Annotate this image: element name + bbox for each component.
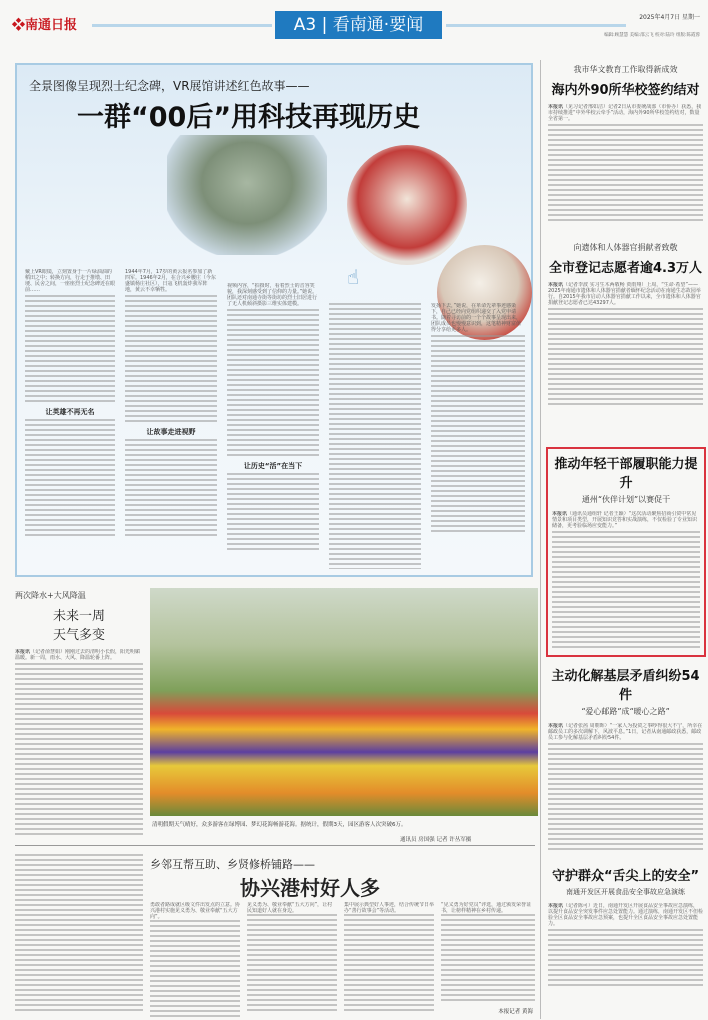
subhead-2: 让故事走进视野 (146, 428, 196, 436)
photo-caption: 清明假期天气晴好，众多游客在绿博园、梦幻花海畅游花海。据统计，假期3天，园区游客人次突破6万。 (152, 822, 407, 828)
section-banner: A3 | 看南通·要闻 (275, 11, 442, 39)
header-rule-right (446, 24, 626, 27)
logo-mark-icon: ❖ (12, 18, 26, 33)
feature-col-2: 1944年7月，17岁的黄云报名参加了新四军。1946年2月，在合兴乡腰庄（今东盛镇杨庄社区），日寇飞机轰炸我军阵地，黄云不幸牺牲。 让故事走进视野 (125, 269, 217, 569)
feature-title: 一群“00后”用科技再现历史 (77, 102, 421, 133)
article-overseas-schools: 我市华文教育工作取得新成效 海内外90所华校签约结对 本报讯（见习记者邢如洁）记者2日从市委统战部（市侨办）获悉，我市持续推进“中外华校云牵手”活动，海内外90所华校签约结对，数量全省第一。 (548, 64, 703, 234)
feature-col-5: 发扬下去，”她说，在革命先辈事迹感染下，自己已经向党组织递交了入党申请书。随着寻访前的一个个故事呈现出来，团队成员也慢慢意识到，这笔精神财富值得分享给更多人。 (431, 303, 525, 569)
right-column-divider (540, 60, 541, 1019)
editor-credits: 编辑:顾慧慧 美编:邵云飞 校对:陆玲 组版:陈霞蓉 (604, 33, 700, 38)
feature-photo-students (347, 145, 467, 265)
feature-kicker: 全景图像呈现烈士纪念碑，VR展馆讲述红色故事—— (29, 79, 310, 93)
bottom-col-2: 见义勇为、敬业奉献“五大方向”，让村民知道好人就在身边。 (247, 902, 337, 1014)
feature-col-4 (329, 303, 421, 569)
bottom-title: 协兴港村好人多 (240, 876, 380, 900)
masthead (0, 0, 708, 48)
feature-photo-memorial (167, 135, 327, 255)
feature-article (15, 63, 533, 577)
feature-col-3: 视频内容，“拍摄时，看着烈士的音容笑貌，我深刻感受到了信仰的力量。”她说。团队还对南通寺街等街坊的烈士旧居进行了无人机倾斜摄影三维实体建模。 让历史“活”在当下 (227, 283, 319, 569)
photo-credit: 通讯员 房国强 记者 许丛军摄 (400, 837, 472, 843)
article-young-cadres: 推动年轻干部履职能力提升 通州“伙伴计划”以赛促干 本报讯（通讯员通组轩 记者王颖）“这次活动聚焦招商引资中常见情景和项目类型，开展知识竞答和实战演练，不仅检验了专业知识储备，更考验临场应变能力。” (546, 447, 706, 657)
article-postal-mediation: 主动化解基层矛盾纠纷54件 “爱心邮路”成“暖心之路” 本报讯（记者张茜 周朝晖）“一家人为投资之事吵得很大不宁，所幸在邮政员工的多次调解下，风波平息。”1日，记者从南通邮政获悉，邮政员工参与化解基层矛盾纠纷54件。 (548, 665, 703, 855)
hand-pointer-icon: ☝ (347, 265, 360, 289)
article-food-safety: 守护群众“舌尖上的安全” 南通开发区开展食品安全事故应急演练 本报讯（记者陈可）近日，南通开发区开展食品安全事故应急演练，以提升食品安全突发事件应急处置能力。通过演练，南通开发区不但检验全区食品安全事故应急预案，也提升全区食品安全事故应急处置能力。 (548, 865, 703, 1015)
feature-col-1: 戴上VR眼镜，立刻置身于一片绿油油的稻田之中；转换方向，行走于推墩、田埂、民舍之间，一座座烈士纪念碑近在眼前…… 让英雄不再无名 (25, 269, 115, 569)
subhead-1: 让英雄不再无名 (45, 408, 95, 416)
flower-park-photo (150, 588, 538, 816)
bottom-byline: 本报记者 黄海 (498, 1009, 533, 1015)
subhead-3: 让历史“活”在当下 (243, 462, 303, 470)
header-rule-left (92, 24, 272, 27)
bottom-col-4: “见义勇为好党员”评选，通过颁发荣誉证书，让榜样精神在乡村传递。 (441, 902, 535, 1004)
article-organ-donors: 向遗体和人体器官捐献者致敬 全市登记志愿者逾4.3万人 本报讯（记者李波 实习生木两敬畅 贾雨翔）上周，“生命·希望”——2025年南通市遗体和人体器官捐献者缅怀纪念活动在南通生态故园举行。自2015年我市启动人体器官捐献工作以来，全市遗体和人体器官捐献登记志愿者已达43297人。 (548, 242, 703, 437)
bottom-col-1: 勇敢者路成就区级文件出发点的立意。协兴港村实施见义勇为、敬业奉献“五大方向”。 (150, 902, 240, 1020)
bottom-kicker: 乡邻互帮互助、乡贤修桥铺路—— (150, 858, 315, 871)
logo: ❖南通日报 (12, 18, 78, 33)
bottom-col-left (15, 854, 143, 1014)
bottom-col-3: 集中展示典型好人事迹，结合传统节日举办“善行故事会”等活动。 (344, 902, 434, 1014)
issue-date: 2025年4月7日 星期一 (639, 14, 700, 21)
article-good-people (15, 850, 537, 1019)
article-weather: 两次降水+大风降温 未来一周 天气多变 本报讯（记者俞慧娟）刚刚过去的清明小长假，阳光明媚温暖。新一周，雨水、大风、降温轮番上阵。 (15, 590, 143, 835)
section-divider (15, 845, 535, 846)
